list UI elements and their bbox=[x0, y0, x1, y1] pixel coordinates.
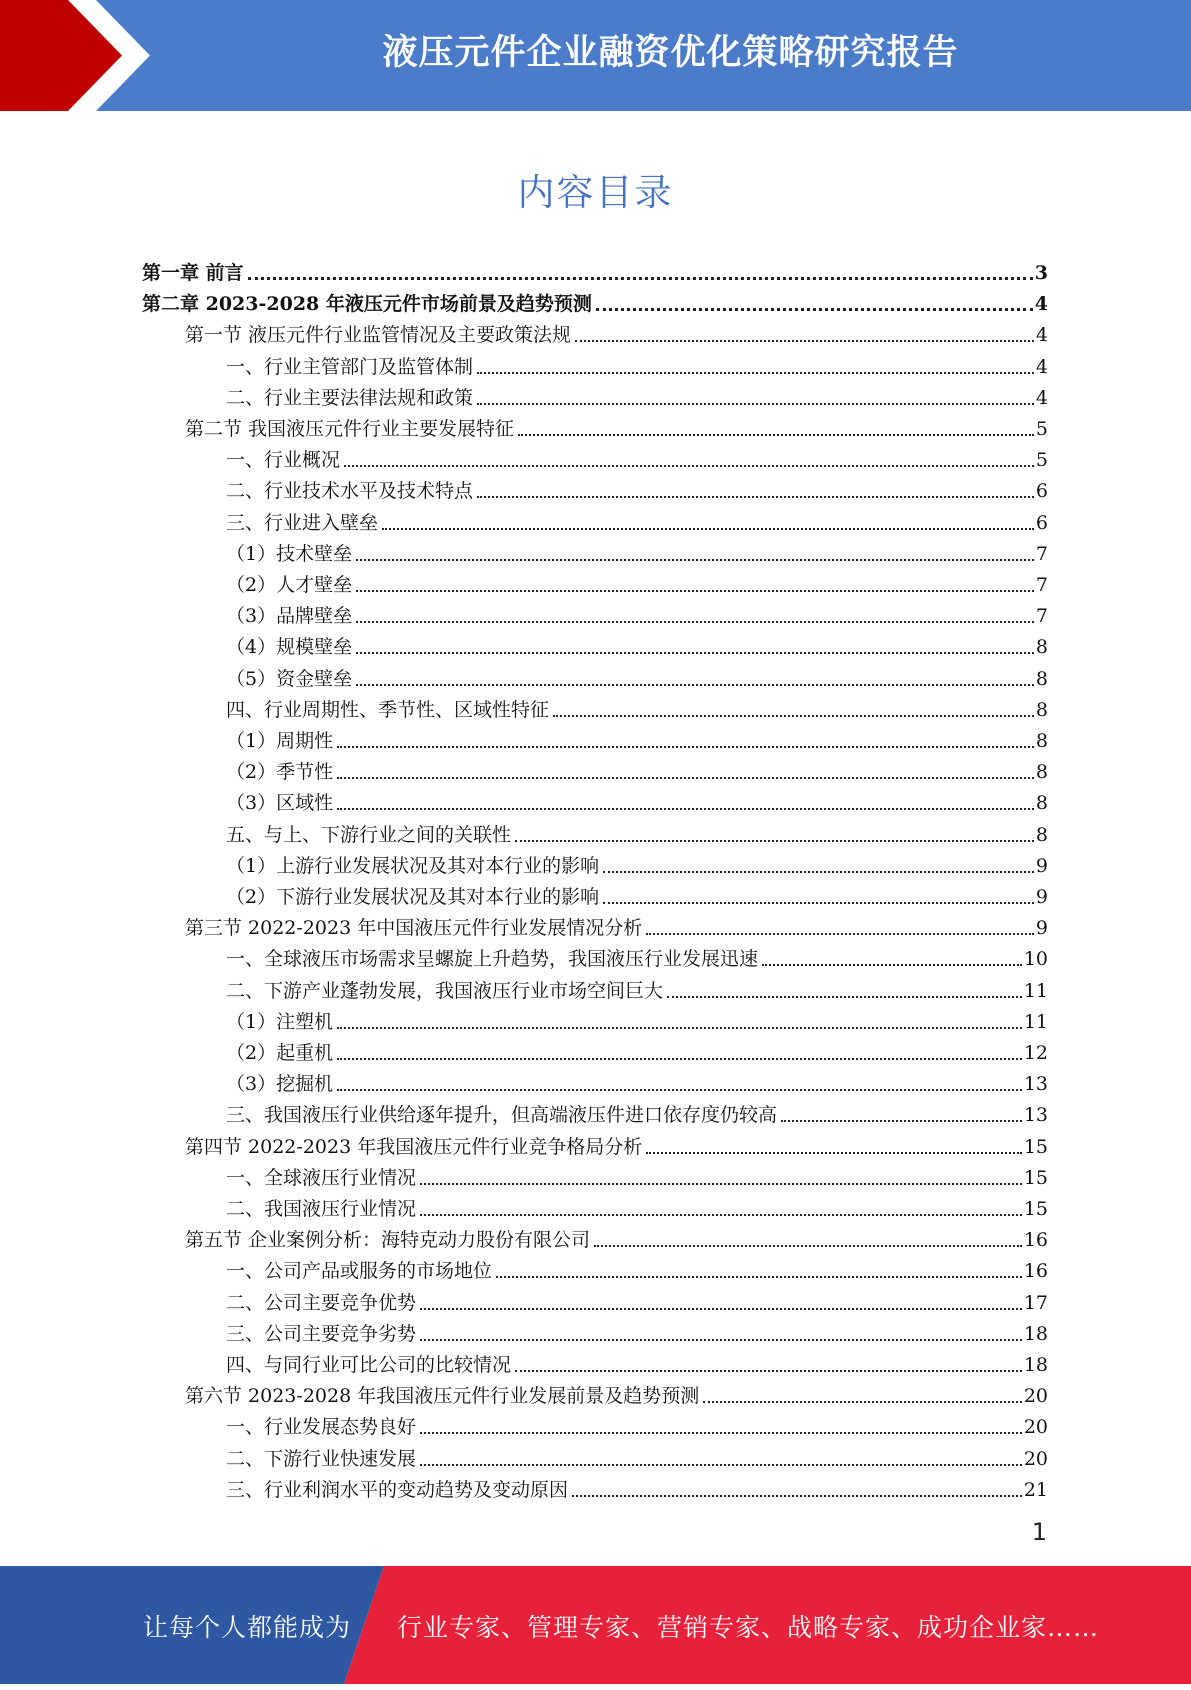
toc-dot-leader bbox=[646, 1152, 1022, 1154]
toc-entry-page: 13 bbox=[1023, 1073, 1048, 1096]
toc-entry[interactable] bbox=[226, 721, 1048, 752]
toc-entry-page: 4 bbox=[1035, 324, 1048, 347]
toc-entry[interactable] bbox=[226, 690, 1048, 721]
toc-dot-leader bbox=[337, 746, 1034, 748]
toc-dot-leader bbox=[420, 1183, 1022, 1185]
toc-entry-label: 一、公司产品或服务的市场地位 bbox=[226, 1260, 493, 1283]
toc-entry-page: 16 bbox=[1023, 1229, 1048, 1252]
toc-entry[interactable] bbox=[226, 347, 1048, 378]
toc-entry[interactable] bbox=[226, 1158, 1048, 1189]
toc-entry-page: 4 bbox=[1034, 293, 1048, 316]
toc-entry[interactable] bbox=[226, 752, 1048, 783]
toc-entry-page: 8 bbox=[1035, 698, 1048, 721]
toc-entry-label: （5）资金壁垒 bbox=[226, 667, 353, 690]
toc-dot-leader bbox=[420, 1308, 1022, 1310]
toc-entry[interactable] bbox=[226, 971, 1048, 1002]
toc-entry[interactable] bbox=[226, 596, 1048, 627]
toc-entry-page: 4 bbox=[1035, 386, 1048, 409]
toc-entry-page: 20 bbox=[1023, 1416, 1048, 1439]
toc-dot-leader bbox=[356, 621, 1034, 623]
toc-dot-leader bbox=[477, 372, 1034, 374]
toc-dot-leader bbox=[603, 871, 1034, 873]
toc-entry[interactable] bbox=[226, 1189, 1048, 1220]
toc-dot-leader bbox=[596, 308, 1033, 311]
toc-dot-leader bbox=[646, 933, 1034, 935]
toc-entry-page: 10 bbox=[1023, 948, 1048, 971]
toc-entry-page: 8 bbox=[1035, 636, 1048, 659]
footer-banner bbox=[0, 1566, 1191, 1684]
toc-entry[interactable] bbox=[226, 1251, 1048, 1282]
toc-entry-label: 第三节 2022-2023 年中国液压元件行业发展情况分析 bbox=[185, 917, 643, 940]
toc-entry-label: 第四节 2022-2023 年我国液压元件行业竞争格局分析 bbox=[185, 1135, 643, 1158]
footer-slogan-right: 行业专家、管理专家、营销专家、战略专家、成功企业家…… bbox=[397, 1613, 1100, 1642]
toc-dot-leader bbox=[356, 559, 1034, 561]
toc-heading: 内容目录 bbox=[517, 171, 674, 214]
toc-entry-label: 第五节 企业案例分析：海特克动力股份有限公司 bbox=[185, 1229, 591, 1252]
toc-entry[interactable] bbox=[142, 284, 1048, 315]
toc-entry-label: 一、全球液压市场需求呈螺旋上升趋势，我国液压行业发展迅速 bbox=[226, 948, 759, 971]
toc-entry[interactable] bbox=[226, 378, 1048, 409]
report-title: 液压元件企业融资优化策略研究报告 bbox=[382, 33, 959, 73]
toc-dot-leader bbox=[356, 652, 1034, 654]
toc-entry-page: 5 bbox=[1035, 418, 1048, 440]
toc-entry[interactable] bbox=[226, 1345, 1048, 1376]
toc-entry-label: 二、我国液压行业情况 bbox=[226, 1198, 417, 1220]
toc-entry-label: （1）上游行业发展状况及其对本行业的影响 bbox=[226, 854, 600, 877]
toc-entry-page: 15 bbox=[1023, 1135, 1048, 1158]
toc-entry[interactable] bbox=[185, 315, 1048, 346]
toc-entry-label: 三、我国液压行业供给逐年提升，但高端液压件进口依存度仍较高 bbox=[226, 1104, 778, 1127]
toc-entry-page: 9 bbox=[1035, 854, 1048, 877]
toc-entry-page: 12 bbox=[1023, 1042, 1048, 1064]
toc-dot-leader bbox=[515, 1370, 1022, 1372]
toc-entry-page: 11 bbox=[1023, 1010, 1048, 1033]
toc-dot-leader bbox=[496, 1276, 1022, 1278]
toc-entry[interactable] bbox=[226, 440, 1048, 471]
toc-entry-label: 第一节 液压元件行业监管情况及主要政策法规 bbox=[185, 324, 572, 347]
toc-entry-label: （3）品牌壁垒 bbox=[226, 605, 353, 628]
toc-dot-leader bbox=[337, 777, 1034, 779]
toc-entry-label: 一、行业发展态势良好 bbox=[226, 1416, 417, 1439]
toc-dot-leader bbox=[420, 1214, 1022, 1216]
toc-entry[interactable] bbox=[226, 503, 1048, 534]
toc-entry-page: 3 bbox=[1034, 262, 1048, 284]
toc-entry-label: （2）起重机 bbox=[226, 1042, 334, 1064]
toc-entry-page: 7 bbox=[1035, 574, 1048, 596]
toc-entry-page: 21 bbox=[1023, 1478, 1048, 1501]
toc-entry-label: 一、行业概况 bbox=[226, 449, 341, 472]
toc-entry-page: 8 bbox=[1035, 667, 1048, 690]
toc-dot-leader bbox=[762, 964, 1022, 966]
toc-entry[interactable] bbox=[226, 783, 1048, 814]
toc-entry-page: 8 bbox=[1035, 823, 1048, 846]
toc-entry[interactable] bbox=[226, 659, 1048, 690]
toc-dot-leader bbox=[420, 1464, 1022, 1466]
toc-entry-label: 三、行业利润水平的变动趋势及变动原因 bbox=[226, 1478, 569, 1501]
toc-entry-label: 二、行业技术水平及技术特点 bbox=[226, 480, 474, 503]
toc-entry-page: 7 bbox=[1035, 542, 1048, 565]
toc-entry-label: 二、行业主要法律法规和政策 bbox=[226, 386, 474, 409]
toc-dot-leader bbox=[518, 434, 1034, 436]
toc-entry-label: （1）注塑机 bbox=[226, 1010, 334, 1033]
toc-entry[interactable] bbox=[226, 877, 1048, 908]
toc-entry-page: 18 bbox=[1023, 1354, 1048, 1376]
toc-entry[interactable] bbox=[142, 253, 1048, 284]
toc-entry-label: （2）人才壁垒 bbox=[226, 574, 353, 596]
toc-entry-page: 20 bbox=[1023, 1447, 1048, 1470]
report-header bbox=[0, 0, 1191, 111]
toc-entry[interactable] bbox=[226, 1095, 1048, 1126]
toc-entry-page: 5 bbox=[1035, 449, 1048, 472]
toc-dot-leader bbox=[594, 1245, 1022, 1247]
toc-dot-leader bbox=[575, 340, 1034, 342]
toc-dot-leader bbox=[356, 590, 1034, 592]
toc-dot-leader bbox=[553, 715, 1034, 717]
toc-entry-label: 三、公司主要竞争劣势 bbox=[226, 1322, 417, 1345]
toc-entry-label: 五、与上、下游行业之间的关联性 bbox=[226, 823, 512, 846]
toc-entry-page: 16 bbox=[1023, 1260, 1048, 1283]
toc-entry-page: 4 bbox=[1035, 355, 1048, 378]
toc-dot-leader bbox=[420, 1432, 1022, 1434]
toc-entry[interactable] bbox=[226, 1033, 1048, 1064]
footer-slogan-left: 让每个人都能成为 bbox=[143, 1613, 352, 1642]
toc-entry-label: （3）区域性 bbox=[226, 792, 334, 815]
toc-dot-leader bbox=[515, 840, 1034, 842]
toc-entry-page: 8 bbox=[1035, 792, 1048, 815]
toc-dot-leader bbox=[781, 1120, 1022, 1122]
toc-dot-leader bbox=[337, 1089, 1022, 1091]
toc-entry-page: 9 bbox=[1035, 886, 1048, 908]
toc-entry-label: 一、行业主管部门及监管体制 bbox=[226, 355, 474, 378]
toc-entry-label: （3）挖掘机 bbox=[226, 1073, 334, 1096]
toc-dot-leader bbox=[337, 1058, 1022, 1060]
toc-dot-leader bbox=[477, 496, 1034, 498]
toc-entry[interactable] bbox=[226, 1407, 1048, 1438]
toc-entry-page: 20 bbox=[1023, 1385, 1048, 1408]
toc-entry[interactable] bbox=[226, 565, 1048, 596]
toc-entry[interactable] bbox=[226, 1314, 1048, 1345]
toc-entry[interactable] bbox=[185, 409, 1048, 440]
toc-entry-page: 13 bbox=[1023, 1104, 1048, 1127]
toc-entry-label: 二、下游行业快速发展 bbox=[226, 1447, 417, 1470]
toc-entry-label: 第六节 2023-2028 年我国液压元件行业发展前景及趋势预测 bbox=[185, 1385, 700, 1408]
toc-entry-page: 7 bbox=[1035, 605, 1048, 628]
toc-dot-leader bbox=[337, 1027, 1022, 1029]
toc-entry-page: 11 bbox=[1023, 979, 1048, 1002]
page-number: 1 bbox=[1031, 1518, 1047, 1546]
toc-entry-label: 三、行业进入壁垒 bbox=[226, 511, 379, 534]
toc-entry-label: 四、行业周期性、季节性、区域性特征 bbox=[226, 698, 550, 721]
toc-dot-leader bbox=[337, 808, 1034, 810]
toc-entry[interactable] bbox=[226, 627, 1048, 658]
toc-entry-label: （4）规模壁垒 bbox=[226, 636, 353, 659]
toc-entry[interactable] bbox=[226, 1002, 1048, 1033]
toc-entry[interactable] bbox=[226, 939, 1048, 970]
toc-entry[interactable] bbox=[226, 1439, 1048, 1470]
toc-entry-page: 15 bbox=[1023, 1166, 1048, 1189]
toc-dot-leader bbox=[382, 528, 1034, 530]
toc-entry-label: 第二章 2023-2028 年液压元件市场前景及趋势预测 bbox=[142, 293, 592, 316]
toc-dot-leader bbox=[703, 1401, 1022, 1403]
toc-entry-page: 15 bbox=[1023, 1198, 1048, 1220]
toc-entry[interactable] bbox=[226, 1064, 1048, 1095]
toc-dot-leader bbox=[356, 684, 1034, 686]
toc-entry[interactable] bbox=[185, 908, 1048, 939]
toc-entry-page: 6 bbox=[1035, 511, 1048, 534]
toc-entry-label: 四、与同行业可比公司的比较情况 bbox=[226, 1354, 512, 1376]
toc-entry-label: 一、全球液压行业情况 bbox=[226, 1166, 417, 1189]
toc-dot-leader bbox=[667, 996, 1022, 998]
toc-entry[interactable] bbox=[226, 1283, 1048, 1314]
toc-entry-page: 9 bbox=[1035, 917, 1048, 940]
toc-entry-page: 8 bbox=[1035, 761, 1048, 784]
toc-entry-page: 18 bbox=[1023, 1322, 1048, 1345]
toc-entry-label: （2）下游行业发展状况及其对本行业的影响 bbox=[226, 886, 600, 908]
toc-entry-label: 二、公司主要竞争优势 bbox=[226, 1291, 417, 1314]
toc-entry[interactable] bbox=[185, 1220, 1048, 1251]
toc-entry[interactable] bbox=[226, 534, 1048, 565]
toc-entry[interactable] bbox=[185, 1127, 1048, 1158]
toc-entry[interactable] bbox=[226, 815, 1048, 846]
toc-entry-label: （1）周期性 bbox=[226, 730, 334, 752]
toc-entry-label: （1）技术壁垒 bbox=[226, 542, 353, 565]
toc-entry-page: 6 bbox=[1035, 480, 1048, 503]
toc-entry[interactable] bbox=[185, 1376, 1048, 1407]
toc-dot-leader bbox=[420, 1339, 1022, 1341]
toc-entry-page: 8 bbox=[1035, 730, 1048, 752]
toc-dot-leader bbox=[603, 902, 1034, 904]
toc-entry-label: （2）季节性 bbox=[226, 761, 334, 784]
toc-dot-leader bbox=[248, 277, 1033, 280]
toc-entry-label: 第一章 前言 bbox=[142, 262, 244, 284]
toc-dot-leader bbox=[572, 1495, 1022, 1497]
toc-entry[interactable] bbox=[226, 471, 1048, 502]
toc-entry[interactable] bbox=[226, 1470, 1048, 1501]
toc-dot-leader bbox=[477, 403, 1034, 405]
toc-entry-label: 二、下游产业蓬勃发展，我国液压行业市场空间巨大 bbox=[226, 979, 664, 1002]
toc-entry[interactable] bbox=[226, 846, 1048, 877]
toc-entry-page: 17 bbox=[1023, 1291, 1048, 1314]
header-arrow-decoration bbox=[0, 0, 160, 111]
toc-entry-label: 第二节 我国液压元件行业主要发展特征 bbox=[185, 418, 515, 440]
toc-dot-leader bbox=[344, 465, 1034, 467]
